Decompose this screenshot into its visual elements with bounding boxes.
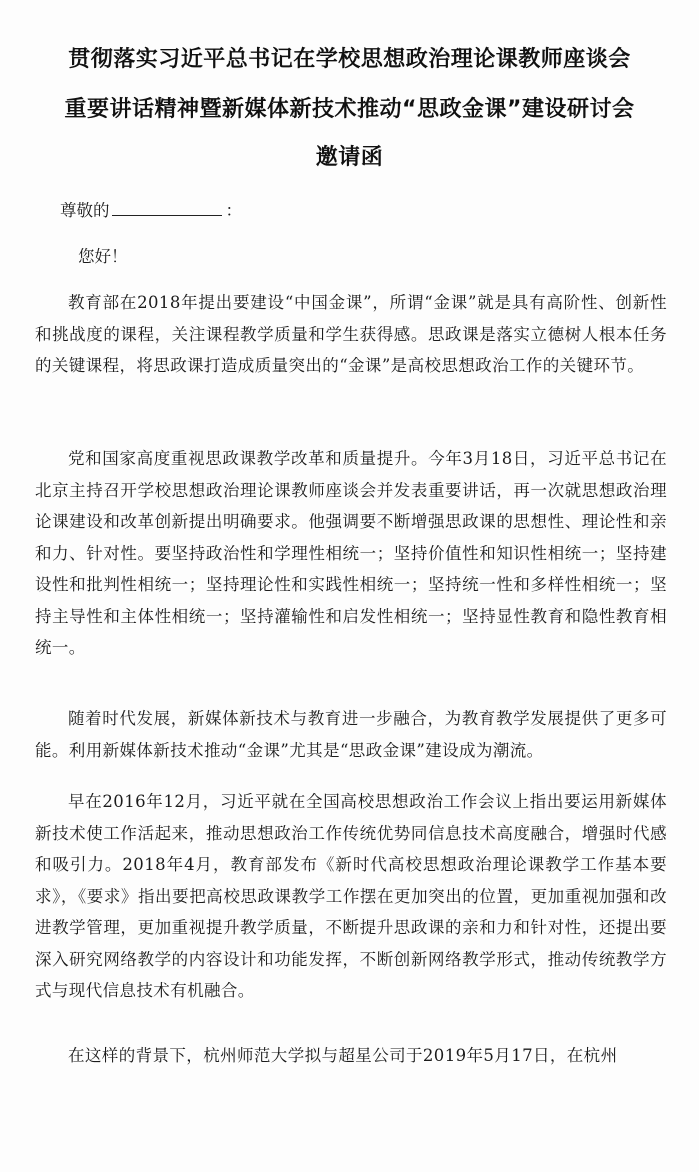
greeting: 您好！	[78, 247, 128, 266]
title-line-3: 邀请函	[315, 145, 384, 170]
paragraph-2: 党和国家高度重视思政课教学改革和质量提升。今年3月18日，习近平总书记在北京主持召开学校思想政治理论课教师座谈会并发表重要讲话，再一次就思想政治理论课建设和改革创新提出明确要求。他强调要不断增强思政课的思想性、理论性和亲和力、针对性。要坚持政治性和学理性相统一；坚持价值性和知识性相统一；坚持建设性和批判性相统一；坚持理论性和实践性相统一；坚持统一性和多样性相统一；坚持主导性和主体性相统一；坚持灌输性和启发性相统一；坚持显性教育和隐性教育相统一。	[35, 449, 667, 657]
salutation-prefix: 尊敬的	[60, 201, 110, 220]
paragraph-3: 随着时代发展，新媒体新技术与教育进一步融合，为教育教学发展提供了更多可能。利用新媒体新技术推动“金课”尤其是“思政金课”建设成为潮流。	[35, 709, 667, 760]
title-line-2: 重要讲话精神暨新媒体新技术推动“思政金课”建设研讨会	[64, 97, 635, 122]
title-line-1: 贯彻落实习近平总书记在学校思想政治理论课教师座谈会	[68, 47, 631, 72]
salutation-suffix: ：	[225, 201, 242, 220]
paragraph-1: 教育部在2018年提出要建设“中国金课”，所谓“金课”就是具有高阶性、创新性和挑战度的课程，关注课程教学质量和学生获得感。思政课是落实立德树人根本任务的关键课程，将思政课打造成质量突出的“金课”是高校思想政治工作的关键环节。	[35, 293, 667, 375]
salutation	[60, 197, 242, 221]
paragraph-5: 在这样的背景下，杭州师范大学拟与超星公司于2019年5月17日，在杭州	[68, 1046, 618, 1065]
paragraph-4: 早在2016年12月，习近平就在全国高校思想政治工作会议上指出要运用新媒体新技术使工作活起来，推动思想政治工作传统优势同信息技术高度融合，增强时代感和吸引力。2018年4月，教育部发布《新时代高校思想政治理论课教学工作基本要求》，《要求》指出要把高校思政课教学工作摆在更加突出的位置，更加重视加强和改进教学管理，更加重视提升教学质量，不断提升思政课的亲和力和针对性，还提出要深入研究网络教学的内容设计和功能发挥，不断创新网络教学形式，推动传统教学方式与现代信息技术有机融合。	[35, 792, 667, 1000]
recipient-blank-line	[112, 199, 222, 216]
